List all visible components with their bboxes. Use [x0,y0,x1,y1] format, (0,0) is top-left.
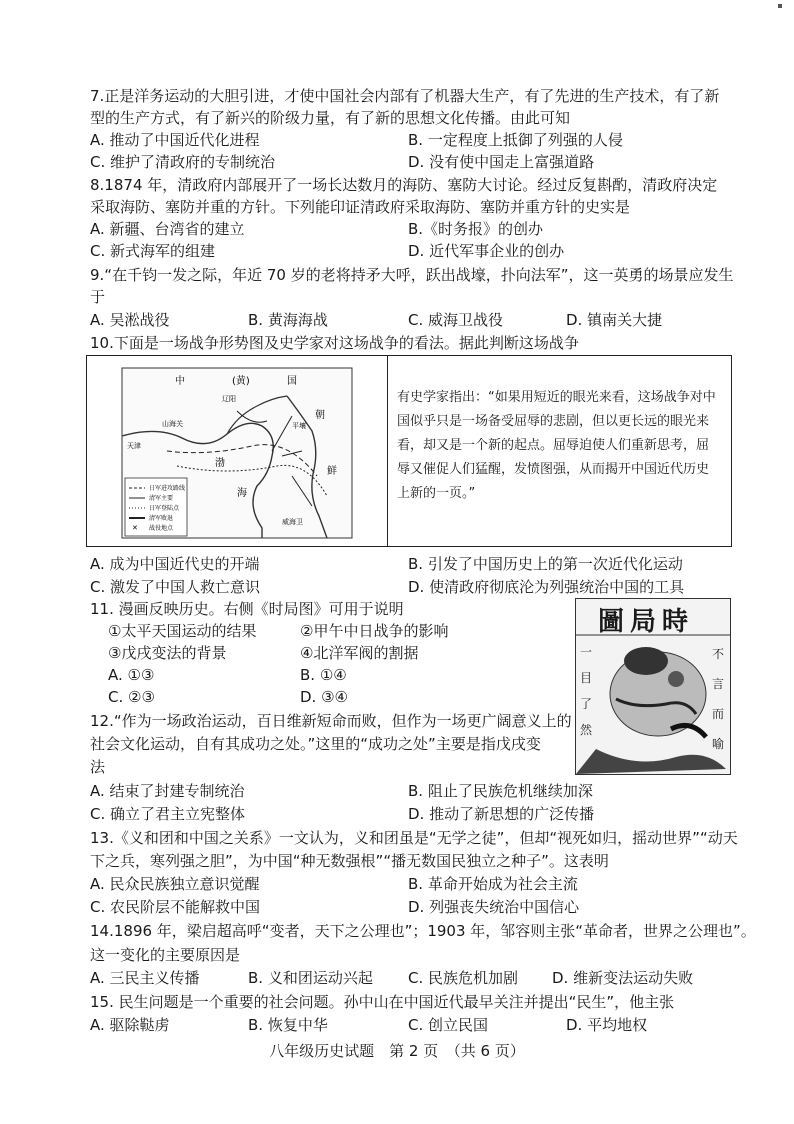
q14-option-b[interactable]: B. 义和团运动兴起 [248,969,373,987]
q13-stem-line1: 13.《义和团和中国之关系》一文认为，义和团虽是“无学之徒”，但却“视死如归，摇动世界”“动天 [90,829,738,847]
q8-option-a[interactable]: A. 新疆、台湾省的建立 [90,220,245,238]
q12-option-b[interactable]: B. 阻止了民族危机继续加深 [408,782,593,800]
q12-stem-line2: 社会文化运动，自有其成功之处。”这里的“成功之处”主要是指戊戌变 [90,735,541,753]
map-label-shanhai: 山海关 [162,420,183,428]
q9-option-a[interactable]: A. 吴淞战役 [90,311,170,329]
map-label-china: 中 [175,376,185,387]
q15-stem: 15. 民生问题是一个重要的社会问题。孙中山在中国近代最早关注并提出“民生”，他主张 [90,993,675,1011]
q11-option-b[interactable]: B. ①④ [300,666,347,684]
q11-option-a[interactable]: A. ①③ [108,666,155,684]
q15-option-a[interactable]: A. 驱除鞑虏 [90,1016,170,1034]
svg-text:✕: ✕ [132,524,138,532]
q11-option-c[interactable]: C. ②③ [108,688,155,706]
q7-option-c[interactable]: C. 维护了清政府的专制统治 [90,153,276,171]
q8-option-d[interactable]: D. 近代军事企业的创办 [408,242,565,260]
q7-option-b[interactable]: B. 一定程度上抵御了列强的人侵 [408,131,623,149]
map-graphic [87,356,387,546]
war-situation-map [87,356,388,546]
q15-option-c[interactable]: C. 创立民国 [408,1016,489,1034]
q13-option-c[interactable]: C. 农民阶层不能解救中国 [90,898,261,916]
q15-option-d[interactable]: D. 平均地权 [566,1016,648,1034]
q12-stem-line1: 12.“作为一场政治运动，百日维新短命而败，但作为一场更广阔意义上的 [90,712,572,730]
q9-stem-line2: 于 [90,288,106,306]
q9-option-c[interactable]: C. 威海卫战役 [408,311,504,329]
q10-option-b[interactable]: B. 引发了中国历史上的第一次近代化运动 [408,555,683,573]
map-label-yellow: (黄) [232,376,250,387]
q7-option-a[interactable]: A. 推动了中国近代化进程 [90,131,260,149]
cartoon-side-left: 一目了然 [580,645,593,737]
q8-stem-line2: 采取海防、塞防并重的方针。下列能印证清政府采取海防、塞防并重方针的史实是 [90,198,631,216]
q10-stem: 10.下面是一场战争形势图及史学家对这场战争的看法。据此判断这场战争 [90,334,579,352]
q12-option-c[interactable]: C. 确立了君主立宪整体 [90,805,246,823]
q8-option-b[interactable]: B.《时务报》的创办 [408,220,544,238]
map-label-guo: 国 [287,376,297,387]
corner-mark [778,4,782,8]
cartoon-graphic [576,599,730,774]
q8-option-c[interactable]: C. 新式海军的组建 [90,242,216,260]
map-label-bo: 渤 [215,458,225,469]
q7-stem-line2: 型的生产方式，有了新兴的阶级力量，有了新的思想文化传播。由此可知 [90,109,571,127]
q10-option-d[interactable]: D. 使清政府彻底沦为列强统治中国的工具 [408,578,685,596]
map-legend-label: 日军进攻路线 [149,485,186,492]
map-legend-label: 战役地点 [149,525,174,532]
q14-stem-line2: 这一变化的主要原因是 [90,946,241,964]
q13-option-a[interactable]: A. 民众民族独立意识觉醒 [90,875,260,893]
map-legend-label: 日军登陆点 [149,505,180,512]
q14-option-d[interactable]: D. 维新变法运动失败 [552,969,694,987]
q10-option-a[interactable]: A. 成为中国近代史的开端 [90,555,260,573]
cartoon-title: 圖局時 [598,607,695,637]
q11-stem: 11. 漫画反映历史。右侧《时局图》可用于说明 [90,600,404,618]
q9-option-b[interactable]: B. 黄海海战 [248,311,328,329]
q11-item-3: ③戊戌变法的背景 [108,644,227,662]
map-legend-label: 清军主要 [149,495,174,502]
q14-option-c[interactable]: C. 民族危机加剧 [408,969,519,987]
map-label-xian: 鲜 [327,466,337,477]
map-label-tianjin: 天津 [127,442,141,450]
q15-option-b[interactable]: B. 恢复中华 [248,1016,328,1034]
q9-stem-line1: 9.“在千钧一发之际，年近 70 岁的老将持矛大呼，跃出战壕，扑向法军”，这一英勇的场景应发生 [90,266,734,284]
q13-stem-line2: 下之兵，寒列强之胆”，为中国“种无数强根”“播无数国民独立之种子”。这表明 [90,852,609,870]
map-label-weihai: 威海卫 [282,518,303,526]
historian-quote: 有史学家指出：“如果用短近的眼光来看，这场战争对中国似乎只是一场备受屈辱的悲剧，但以更长远的眼光来看，却又是一个新的起点。屈辱迫使人们重新思考，屈辱又催促人们猛醒，发愤图强，从而揭开中国近代历史上新的一页。” [397,390,716,501]
q7-option-d[interactable]: D. 没有使中国走上富强道路 [408,153,595,171]
page-footer: 八年级历史试题 第 2 页 （共 6 页） [269,1042,525,1060]
q8-stem-line1: 8.1874 年，清政府内部展开了一场长达数月的海防、塞防大讨论。经过反复斟酌，清政府决定 [90,176,718,194]
q11-option-d[interactable]: D. ③④ [300,688,348,706]
q11-item-1: ①太平天国运动的结果 [108,622,257,640]
q13-option-b[interactable]: B. 革命开始成为社会主流 [408,875,578,893]
q13-option-d[interactable]: D. 列强丧失统治中国信心 [408,898,580,916]
map-label-liaoyang: 辽阳 [222,395,236,403]
q12-option-a[interactable]: A. 结束了封建专制统治 [90,782,245,800]
q12-option-d[interactable]: D. 推动了新思想的广泛传播 [408,805,595,823]
map-label-hai: 海 [237,488,247,499]
map-label-pingrang: 平壤 [292,422,306,430]
q11-item-2: ②甲午中日战争的影响 [300,622,449,640]
q10-option-c[interactable]: C. 激发了中国人救亡意识 [90,578,261,596]
cartoon-side-right: 不言而喻 [712,647,725,751]
q14-option-a[interactable]: A. 三民主义传播 [90,969,200,987]
shiju-tu-cartoon [575,598,731,775]
map-label-korea: 朝 [315,410,325,421]
q14-stem-line1: 14.1896 年，梁启超高呼“变者，天下之公理也”；1903 年，邹容则主张“革命者，世界之公理也”。 [90,922,756,940]
q7-stem-line1: 7.正是洋务运动的大胆引进，才使中国社会内部有了机器大生产，有了先进的生产技术，有了新 [90,87,720,105]
q9-option-d[interactable]: D. 镇南关大捷 [566,311,663,329]
q12-stem-line3: 法 [90,758,106,776]
q11-item-4: ④北洋军阀的割据 [300,644,419,662]
q10-figure-box [86,355,732,547]
map-legend-label: 清军败退 [149,515,174,522]
